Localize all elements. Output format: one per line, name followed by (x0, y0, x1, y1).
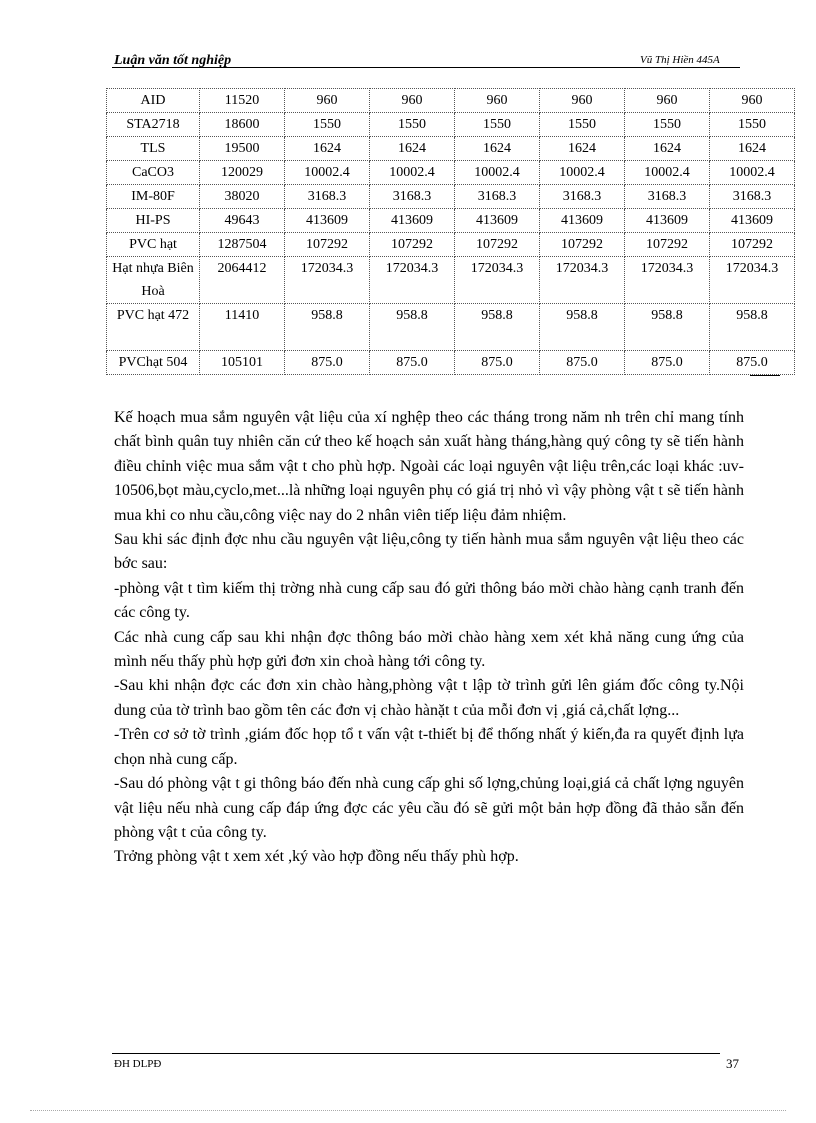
value-cell: 3168.3 (285, 185, 370, 209)
header-author: Vũ Thị Hiền 445A (640, 54, 720, 66)
value-cell: 413609 (455, 209, 540, 233)
value-cell: 960 (710, 89, 795, 113)
value-cell: 958.8 (455, 304, 540, 351)
value-cell: 960 (455, 89, 540, 113)
table-row (107, 257, 795, 304)
value-cell: 1550 (540, 113, 625, 137)
value-cell: 19500 (200, 137, 285, 161)
value-cell: 3168.3 (710, 185, 795, 209)
value-cell: 1624 (625, 137, 710, 161)
material-name-cell: PVC hạt (107, 233, 200, 257)
paragraph: Trởng phòng vật t xem xét ,ký vào hợp đồng nếu thấy phù hợp. (114, 848, 519, 866)
value-cell: 18600 (200, 113, 285, 137)
value-cell: 1624 (455, 137, 540, 161)
table-bottom-rule (750, 375, 780, 376)
value-cell: 107292 (540, 233, 625, 257)
value-cell: 958.8 (710, 304, 795, 351)
value-cell: 2064412 (200, 257, 285, 304)
header-rule (112, 67, 740, 68)
value-cell: 105101 (200, 351, 285, 375)
value-cell: 960 (540, 89, 625, 113)
value-cell: 875.0 (455, 351, 540, 375)
value-cell: 172034.3 (370, 257, 455, 304)
value-cell: 1550 (370, 113, 455, 137)
footer-rule (112, 1053, 720, 1054)
page-edge (30, 1110, 786, 1111)
value-cell: 172034.3 (455, 257, 540, 304)
value-cell: 875.0 (625, 351, 710, 375)
value-cell: 413609 (540, 209, 625, 233)
value-cell: 960 (625, 89, 710, 113)
table-row (107, 351, 795, 375)
table-row (107, 113, 795, 137)
material-name-cell: TLS (107, 137, 200, 161)
value-cell: 1287504 (200, 233, 285, 257)
material-name-cell: IM-80F (107, 185, 200, 209)
value-cell: 958.8 (370, 304, 455, 351)
value-cell: 413609 (285, 209, 370, 233)
value-cell: 1550 (625, 113, 710, 137)
value-cell: 960 (370, 89, 455, 113)
value-cell: 120029 (200, 161, 285, 185)
value-cell: 10002.4 (285, 161, 370, 185)
value-cell: 107292 (370, 233, 455, 257)
value-cell: 172034.3 (540, 257, 625, 304)
footer-school: ĐH DLPĐ (114, 1058, 162, 1070)
paragraph: Kế hoạch mua sắm nguyên vật liệu của xí nghệp theo các tháng trong năm nh trên chỉ mang tính chất bình quân tuy nhiên căn cứ theo kế hoạch sản xuất hàng tháng,hàng quý công ty sẽ tiến hành điều chỉnh việc mua sắm vật t cho phù hợp. Ngoài các loại nguyên vật liệu trên,các loại khác :uv-10506,bọt màu,cyclo,met...là những loại nguyên phụ có giá trị nhỏ vì vậy phòng vật t sẽ tiến hành mua khi co nhu cầu,công việc nay do 2 nhân viên tiếp liệu đảm nhiệm. (114, 409, 744, 524)
value-cell: 11520 (200, 89, 285, 113)
body-text (114, 406, 744, 870)
value-cell: 1624 (710, 137, 795, 161)
value-cell: 172034.3 (710, 257, 795, 304)
value-cell: 1550 (285, 113, 370, 137)
material-name-cell: Hạt nhựa Biên Hoà (107, 257, 200, 304)
value-cell: 3168.3 (625, 185, 710, 209)
table-row (107, 304, 795, 351)
material-name-cell: PVChạt 504 (107, 351, 200, 375)
table-row (107, 209, 795, 233)
value-cell: 38020 (200, 185, 285, 209)
value-cell: 1550 (455, 113, 540, 137)
paragraph: -Trên cơ sở tờ trình ,giám đốc họp tổ t vấn vật t-thiết bị để thống nhất ý kiến,đa ra quyết định lựa chọn nhà cung cấp. (114, 726, 744, 768)
paragraph: -Sau khi nhận đợc các đơn xin chào hàng,phòng vật t lập tờ trình gửi lên giám đốc công ty.Nội dung của tờ trình bao gồm tên các đơn vị chào hànặt t của mỗi đơn vị ,giá cả,chất lợng... (114, 677, 744, 719)
paragraph: Sau khi sác định đợc nhu cầu nguyên vật liệu,công ty tiến hành mua sắm nguyên vật liệu theo các bớc sau: (114, 531, 744, 573)
value-cell: 3168.3 (455, 185, 540, 209)
value-cell: 875.0 (370, 351, 455, 375)
value-cell: 3168.3 (370, 185, 455, 209)
table-row (107, 137, 795, 161)
value-cell: 11410 (200, 304, 285, 351)
material-name-cell: STA2718 (107, 113, 200, 137)
value-cell: 958.8 (285, 304, 370, 351)
material-name-cell: PVC hạt 472 (107, 304, 200, 351)
value-cell: 10002.4 (455, 161, 540, 185)
material-name-cell: HI-PS (107, 209, 200, 233)
value-cell: 107292 (625, 233, 710, 257)
value-cell: 49643 (200, 209, 285, 233)
value-cell: 107292 (455, 233, 540, 257)
value-cell: 1624 (285, 137, 370, 161)
table-row (107, 89, 795, 113)
value-cell: 413609 (625, 209, 710, 233)
value-cell: 875.0 (540, 351, 625, 375)
value-cell: 172034.3 (625, 257, 710, 304)
value-cell: 875.0 (710, 351, 795, 375)
value-cell: 172034.3 (285, 257, 370, 304)
value-cell: 10002.4 (625, 161, 710, 185)
value-cell: 10002.4 (710, 161, 795, 185)
materials-table (106, 88, 795, 375)
table-row (107, 161, 795, 185)
value-cell: 3168.3 (540, 185, 625, 209)
value-cell: 875.0 (285, 351, 370, 375)
value-cell: 107292 (285, 233, 370, 257)
paragraph: -Sau dó phòng vật t gi thông báo đến nhà cung cấp ghi số lợng,chủng loại,giá cả chất lợng nguyên vật liệu nếu nhà cung cấp đáp ứng đợc các yêu cầu đó sẽ gửi một bản hợp đồng đã thảo sẵn đến phòng vật t của công ty. (114, 775, 744, 841)
value-cell: 107292 (710, 233, 795, 257)
material-name-cell: AID (107, 89, 200, 113)
value-cell: 413609 (370, 209, 455, 233)
value-cell: 1624 (540, 137, 625, 161)
table-row (107, 185, 795, 209)
material-name-cell: CaCO3 (107, 161, 200, 185)
value-cell: 413609 (710, 209, 795, 233)
value-cell: 960 (285, 89, 370, 113)
paragraph: -phòng vật t tìm kiếm thị trờng nhà cung cấp sau đó gửi thông báo mời chào hàng cạnh tranh đến các công ty. (114, 579, 744, 622)
page-number: 37 (726, 1056, 739, 1071)
value-cell: 958.8 (540, 304, 625, 351)
table-row (107, 233, 795, 257)
value-cell: 10002.4 (370, 161, 455, 185)
value-cell: 1550 (710, 113, 795, 137)
value-cell: 958.8 (625, 304, 710, 351)
value-cell: 10002.4 (540, 161, 625, 185)
header-title: Luận văn tốt nghiệp (114, 53, 232, 68)
value-cell: 1624 (370, 137, 455, 161)
paragraph: Các nhà cung cấp sau khi nhận đợc thông báo mời chào hàng xem xét khả năng cung ứng của mình nếu thấy phù hợp gửi đơn xin choà hàng tới công ty. (114, 628, 744, 671)
